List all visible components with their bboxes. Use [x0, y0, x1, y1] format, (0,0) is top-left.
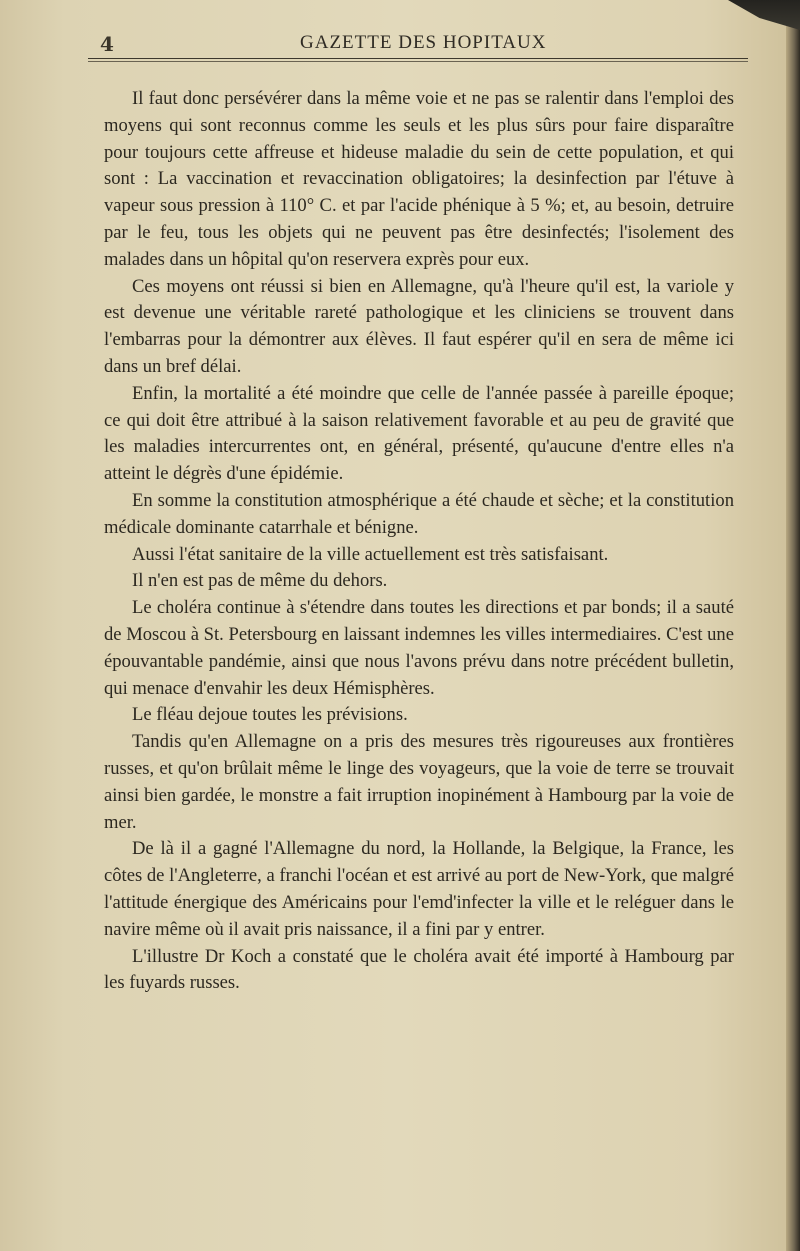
- paragraph: Ces moyens ont réussi si bien en Allemagne, qu'à l'heure qu'il est, la variole y est devenue une véritable rareté pathologique et les cliniciens se trouvent dans l'embarras pour la démontrer aux élèves. Il faut espérer qu'il en sera de même ici dans un bref délai.: [104, 275, 734, 377]
- paragraph: En somme la constitution atmosphérique a été chaude et sèche; et la constitution médicale dominante catarrhale et bénigne.: [104, 489, 734, 538]
- page-header: [0, 28, 800, 68]
- page-number: 4: [100, 32, 114, 56]
- paragraph: Il n'en est pas de même du dehors.: [132, 570, 388, 592]
- paragraph: Tandis qu'en Allemagne on a pris des mesures très rigoureuses aux frontières russes, et qu'on brûlait même le linge des voyageurs, que la voie de terre se trouvait ainsi bien gardée, le monstre a fait irruption inopinément à Hambourg par la voie de mer.: [104, 731, 734, 833]
- paragraph: Enfin, la mortalité a été moindre que celle de l'année passée à pareille époque; ce qui doit être attribué à la saison relativement favorable et au peu de gravité que les maladies intercurrentes ont, en général, présenté, qu'aucune d'entre elles n'a atteint le dégrès d'une épidémie.: [104, 382, 734, 485]
- paragraph: Le choléra continue à s'étendre dans toutes les directions et par bonds; il a sauté de Moscou à St. Petersbourg en laissant indemnes les villes intermediaires. C'est une épouvantable pandémie, ainsi que nous l'avons prévu dans notre précédent bulletin, qui menace d'envahir les deux Hémisphères.: [104, 597, 734, 699]
- header-rule: [88, 58, 748, 62]
- body-text: [104, 86, 734, 997]
- page-corner-shadow: [710, 0, 800, 30]
- paragraph: Il faut donc persévérer dans la même voie et ne pas se ralentir dans l'emploi des moyens qui sont reconnus comme les seuls et les plus sûrs pour faire disparaître pour toujours cette affreuse et hideuse maladie du sein de cette population, et qui sont : La vaccination et revaccination obligatoires; la desinfection par l'étuve à vapeur sous pression à 110° C. et par l'acide phénique à 5 %; et, au besoin, detruire par le feu, tous les objets qui ne peuvent pas être desinfectés; l'isolement des malades dans un hôpital qu'on reservera exprès pour eux.: [104, 88, 734, 270]
- paragraph: De là il a gagné l'Allemagne du nord, la Hollande, la Belgique, la France, les côtes de l'Angleterre, a franchi l'océan et est arrivé au port de New-York, que malgré l'attitude énergique des Américains pour l'emd'infecter la ville et le reléguer dans le navire même où il avait pris naissance, il a fini par y entrer.: [104, 838, 734, 940]
- paragraph: L'illustre Dr Koch a constaté que le choléra avait été importé à Hambourg par les fuyards russes.: [104, 945, 734, 994]
- running-title: GAZETTE DES HOPITAUX: [300, 32, 547, 53]
- paragraph: Le fléau dejoue toutes les prévisions.: [132, 704, 408, 726]
- paragraph: Aussi l'état sanitaire de la ville actuellement est très satisfaisant.: [132, 543, 609, 565]
- page-edge-shadow: [786, 0, 800, 1251]
